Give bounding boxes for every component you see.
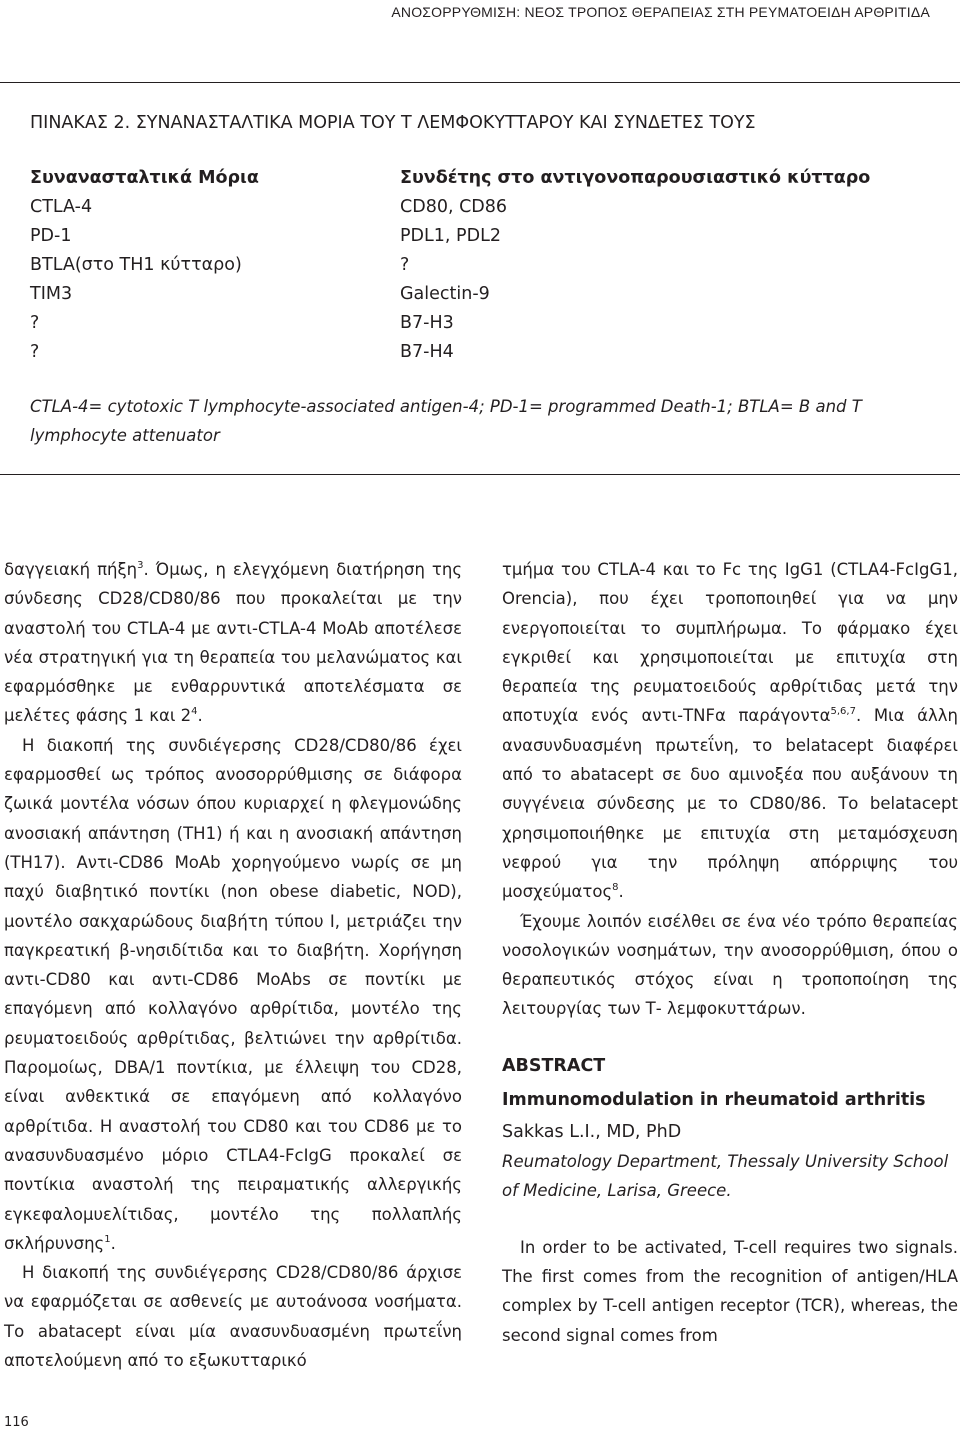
table-cell: CD80, CD86 [400,197,508,217]
page-number: 116 [4,1415,29,1430]
paragraph [4,731,462,1258]
table-cell: B7-H4 [400,342,454,362]
citation-sup: 3 [137,560,144,571]
table-abbreviations: CTLA-4= cytotoxic T lymphocyte-associated antigen-4; PD-1= programmed Death-1; BTLA= B and T lymphocyte attenuator [30,397,862,445]
table-cell: PDL1, PDL2 [400,226,501,246]
table-header-molecules: Συνανασταλτικά Μόρια [30,168,259,188]
table-cell: B7-H3 [400,313,454,333]
table-cell: ? [400,255,410,275]
table-title: ΠΙΝΑΚΑΣ 2. ΣΥΝΑΝΑΣΤΑΛΤΙΚΑ ΜΟΡΙΑ ΤΟΥ Τ ΛΕΜΦΟΚΥΤΤΑΡΟΥ ΚΑΙ ΣΥΝΔΕΤΕΣ ΤΟΥΣ [30,113,756,133]
text-run: . Όμως, η ελεγχόμενη διατήρηση της σύνδεσης CD28/CD80/86 που προκαλείται με την αναστολή του CTLA-4 με αντι-CTLA-4 MoAb αποτέλεσε νέα στρατηγική για τη θεραπεία του μελανώματος και εφαρμόσθηκε με ενθαρρυντικά αποτελέσματα σε μελέτες φάσης 1 και 2 [4,560,463,726]
table-cell: ? [30,342,40,362]
table-header-ligands: Συνδέτης στο αντιγονοπαρουσιαστικό κύτταρο [400,168,871,188]
abstract-author: Sakkas L.I., MD, PhD [502,1121,682,1142]
text-run: . [110,1233,116,1253]
paragraph [502,555,958,907]
table-top-rule [0,82,960,83]
text-run: τμήμα του CTLA-4 και το Fc της IgG1 (CTLA4-FcIgG1, Orencia), που έχει τροποποιηθεί για να μην ενεργοποιείται το συμπλήρωμα. Το φάρμακο έχει εγκριθεί και χρησιμοποιείται με επιτυχία στη θεραπεία της ρευματοειδούς αρθρίτιδας μετά την αποτυχία ενός αντι-TNFα παράγοντα [502,560,958,726]
text-run: . Μια άλλη ανασυνδυασμένη πρωτεΐνη, το belatacept διαφέρει από το abatacept σε δυο αμινοξέα που αυξάνουν τη συγγένεια σύνδεσης με το CD80/86. Το belatacept χρησιμοποιήθηκε με επιτυχία στη μεταμόσχευση νεφρού για την πρόληψη απόρριψης του μοσχεύματος [502,706,958,902]
table-cell: CTLA-4 [30,197,93,217]
table-column-ligands [400,164,870,367]
citation-sup: 1 [104,1233,111,1245]
table-cell: PD-1 [30,226,72,246]
citation-sup: 5,6,7 [830,706,856,718]
abstract-title: Immunomodulation in rheumatoid arthritis [502,1089,926,1110]
paragraph: Έχουμε λοιπόν εισέλθει σε ένα νέο τρόπο θεραπείας νοσολογικών νοσημάτων, την ανοσορρύθμιση, όπου ο θεραπευτικός στόχος είναι η τροποποίηση της λειτουργίας των Τ- λεμφοκυττάρων. [502,911,958,1019]
text-run: Η διακοπή της συνδιέγερσης CD28/CD80/86 έχει εφαρμοσθεί ως τρόπος ανοσορρύθμισης σε διάφορα ζωικά μοντέλα νόσων όπου κυριαρχεί η φλεγμονώδης ανοσιακή απάντηση (TH1) ή και η ανοσιακή απάντηση (TH17). Αντι-CD86 MoAb χορηγούμενο νωρίς σε μη παχύ διαβητικό ποντίκι (non obese diabetic, NOD), μοντέλο σακχαρώδους διαβήτη τύπου Ι, μετριάζει την παγκρεατική β-νησιδίτιδα και το διαβήτη. Χορήγηση αντι-CD80 και αντι-CD86 MoAbs σε ποντίκι με επαγόμενη από κολλαγόνο αρθρίτιδα, μοντέλο της ρευματοειδούς αρθρίτιδας, βελτιώνει την αρθρίτιδα. Παρομοίως, DBA/1 ποντίκια, με έλλειψη του CD28, είναι ανθεκτικά σε επαγόμενη από κολλαγόνο αρθρίτιδα. Η αναστολή του CD80 και του CD86 με το ανασυνδυασμένο μόριο CTLA4-FcIgG προκαλεί σε ποντίκια αναστολή της πειραματικής αλλεργικής εγκεφαλομυελίτιδας, μοντέλο της πολλαπλής σκλήρυνσης [4,735,462,1253]
table-bottom-rule [0,474,960,475]
right-column [502,555,958,1350]
text-run: δαγγειακή πήξη [4,560,138,579]
table-cell: TIM3 [30,284,73,304]
table-cell: ? [30,313,40,333]
paragraph [4,555,462,731]
abstract-affiliation: Reumatology Department, Thessaly University School of Medicine, Larisa, Greece. [502,1151,949,1200]
citation-sup: 8 [612,882,619,894]
left-column [4,555,462,1375]
text-run: . [197,706,203,726]
table-column-molecules [30,164,259,367]
table-cell: BTLA(στο TH1 κύτταρο) [30,255,242,275]
text-run: . [618,882,624,902]
table-cell: Galectin-9 [400,284,490,304]
paragraph: Η διακοπή της συνδιέγερσης CD28/CD80/86 άρχισε να εφαρμόζεται σε ασθενείς με αυτοάνοσα νοσήματα. Το abatacept είναι μία ανασυνδυασμένη πρωτεΐνη αποτελούμενη από το εξωκυτταρικό [4,1263,462,1371]
running-head: ΑΝΟΣΟΡΡΥΘΜΙΣΗ: ΝΕΟΣ ΤΡΟΠΟΣ ΘΕΡΑΠΕΙΑΣ ΣΤΗ ΡΕΥΜΑΤΟΕΙΔΗ ΑΡΘΡΙΤΙΔΑ [391,4,930,20]
abstract-heading: ABSTRACT [502,1055,606,1076]
citation-sup: 4 [191,706,198,718]
abstract-body: In order to be activated, T-cell requires two signals. The first comes from the recognition of antigen/HLA complex by T-cell antigen receptor (TCR), whereas, the second signal comes from [502,1237,958,1345]
